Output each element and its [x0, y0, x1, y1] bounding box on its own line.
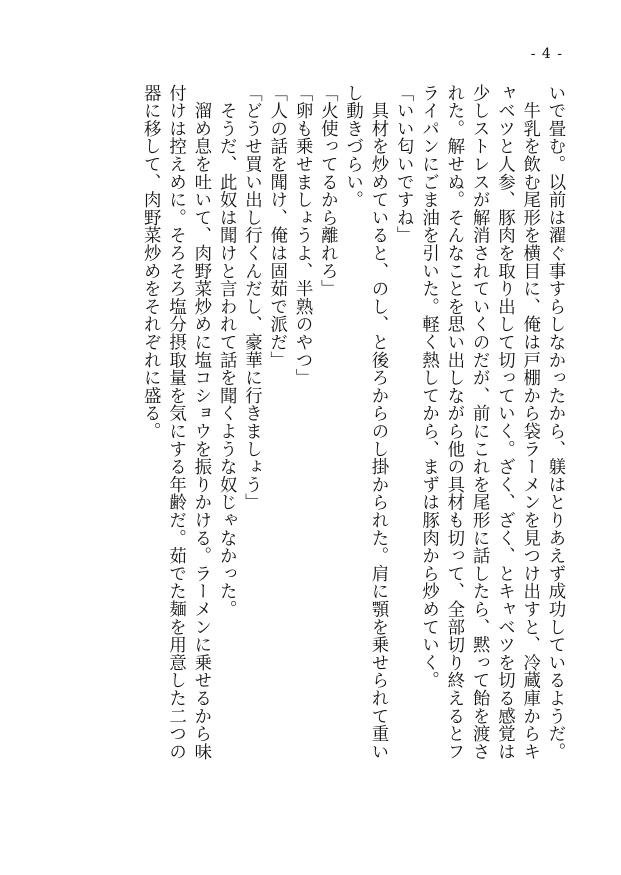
text-line: 「どうせ買い出し行くんだし、豪華に行きましょう」 — [241, 84, 262, 512]
body-text — [137, 84, 567, 814]
text-line: し動きづらい。 — [342, 84, 363, 209]
text-line: 「火使ってるから離れろ」 — [317, 84, 338, 298]
text-line: 具材を炒めていると、のし、と後ろからのし掛かられた。肩に顎を乗せられて重い — [367, 84, 388, 761]
text-line: 溜め息を吐いて、肉野菜炒めに塩コショウを振りかける。ラーメンに乗せるから味 — [190, 84, 211, 761]
page-number: - 4 - — [530, 46, 563, 62]
text-line: 「いい匂いですね」 — [393, 84, 414, 245]
text-line: 「卵も乗せましょうよ、半熟のやつ」 — [292, 84, 313, 387]
text-line: いで畳む。以前は濯ぐ事すらしなかったから、躾はとりあえず成功しているようだ。 — [545, 84, 565, 761]
text-line: 「人の話を聞け、俺は固茹で派だ」 — [266, 84, 287, 369]
text-line: ャベツと人参、豚肉を取り出して切っていく。ざく、ざく、とキャベツを切る感覚は — [494, 84, 515, 761]
text-line: れた。解せぬ。そんなことを思い出しながら他の具材も切って、全部切り終えるとフ — [443, 84, 464, 761]
text-line: 器に移して、肉野菜炒めをそれぞれに盛る。 — [140, 84, 161, 440]
text-line: そうだ、此奴は聞けと言われて話を聞くような奴じゃなかった。 — [216, 84, 237, 618]
text-line: 牛乳を飲む尾形を横目に、俺は戸棚から袋ラーメンを見つけ出すと、冷蔵庫からキ — [519, 84, 540, 761]
text-line: ライパンにごま油を引いた。軽く熱してから、まずは豚肉から炒めていく。 — [418, 84, 439, 690]
text-line: 付けは控えめに。そろそろ塩分摂取量を気にする年齢だ。茹でた麺を用意した二つの — [165, 84, 186, 761]
text-line: 少しストレスが解消されていくのだが、前にこれを尾形に話したら、黙って飴を渡さ — [469, 84, 490, 761]
